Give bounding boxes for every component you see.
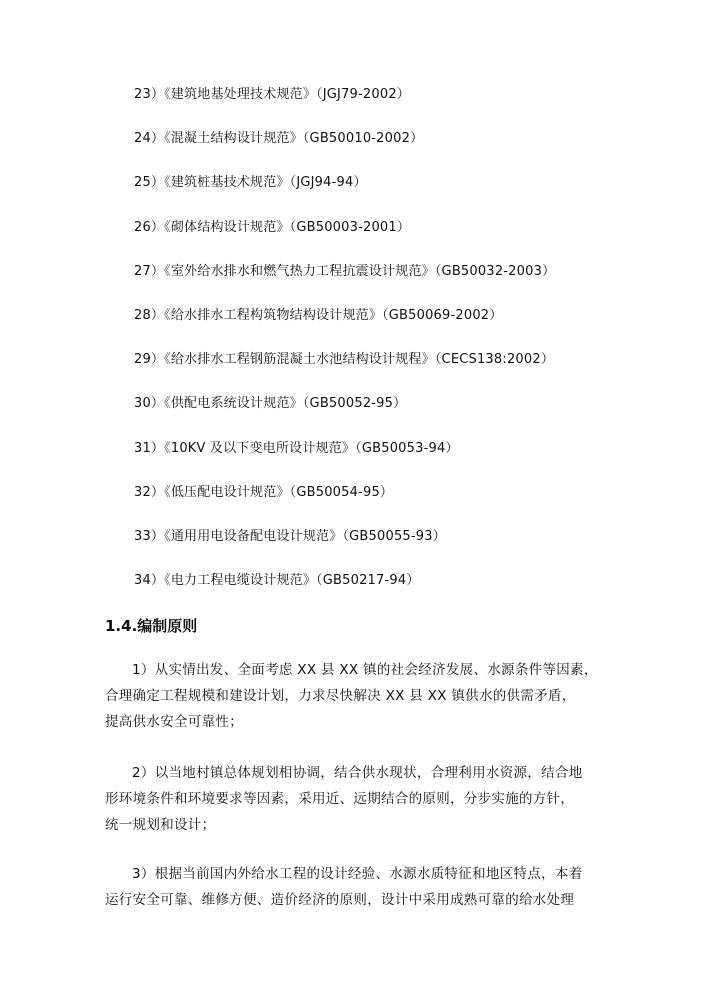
reference-item-26: 26）《砌体结构设计规范》（GB50003-2001） (134, 219, 411, 235)
paragraph-line: 3）根据当前国内外给水工程的设计经验、水源水质特征和地区特点，本着 (132, 866, 583, 882)
paragraph-line: 2）以当地村镇总体规划相协调，结合供水现状，合理利用水资源，结合地 (132, 765, 583, 781)
principle-paragraph-2 (105, 760, 605, 838)
paragraph-line: 提高供水安全可靠性； (105, 714, 243, 730)
paragraph-line: 合理确定工程规模和建设计划，力求尽快解决 XX 县 XX 镇供水的供需矛盾， (105, 688, 576, 704)
paragraph-line: 运行安全可靠、维修方便、造价经济的原则，设计中采用成熟可靠的给水处理 (105, 892, 575, 908)
reference-item-32: 32）《低压配电设计规范》（GB50054-95） (134, 484, 394, 500)
reference-item-30: 30）《供配电系统设计规范》（GB50052-95） (134, 396, 407, 412)
paragraph-line: 1）从实情出发、全面考虑 XX 县 XX 镇的社会经济发展、水源条件等因素， (132, 662, 598, 678)
principle-paragraph-1 (105, 657, 605, 735)
reference-item-24: 24）《混凝土结构设计规范》（GB50010-2002） (134, 131, 424, 147)
reference-item-31: 31）《10KV 及以下变电所设计规范》（GB50053-94） (134, 440, 459, 456)
paragraph-line: 形环境条件和环境要求等因素，采用近、远期结合的原则，分步实施的方针， (105, 791, 575, 807)
reference-list (134, 84, 674, 614)
principle-paragraph-3 (105, 861, 605, 913)
section-heading: 1.4.编制原则 (105, 617, 198, 635)
reference-item-25: 25）《建筑桩基技术规范》（JGJ94-94） (134, 175, 367, 191)
reference-item-28: 28）《给水排水工程构筑物结构设计规范》（GB50069-2002） (134, 307, 503, 323)
reference-item-27: 27）《室外给水排水和燃气热力工程抗震设计规范》（GB50032-2003） (134, 263, 556, 279)
reference-item-33: 33）《通用用电设备配电设计规范》（GB50055-93） (134, 528, 446, 544)
reference-item-23: 23）《建筑地基处理技术规范》（JGJ79-2002） (134, 87, 411, 102)
paragraph-line: 统一规划和设计； (105, 817, 216, 833)
reference-item-34: 34）《电力工程电缆设计规范》（GB50217-94） (134, 573, 420, 589)
reference-item-29: 29）《给水排水工程钢筋混凝土水池结构设计规程》（CECS138:2002） (134, 352, 555, 368)
